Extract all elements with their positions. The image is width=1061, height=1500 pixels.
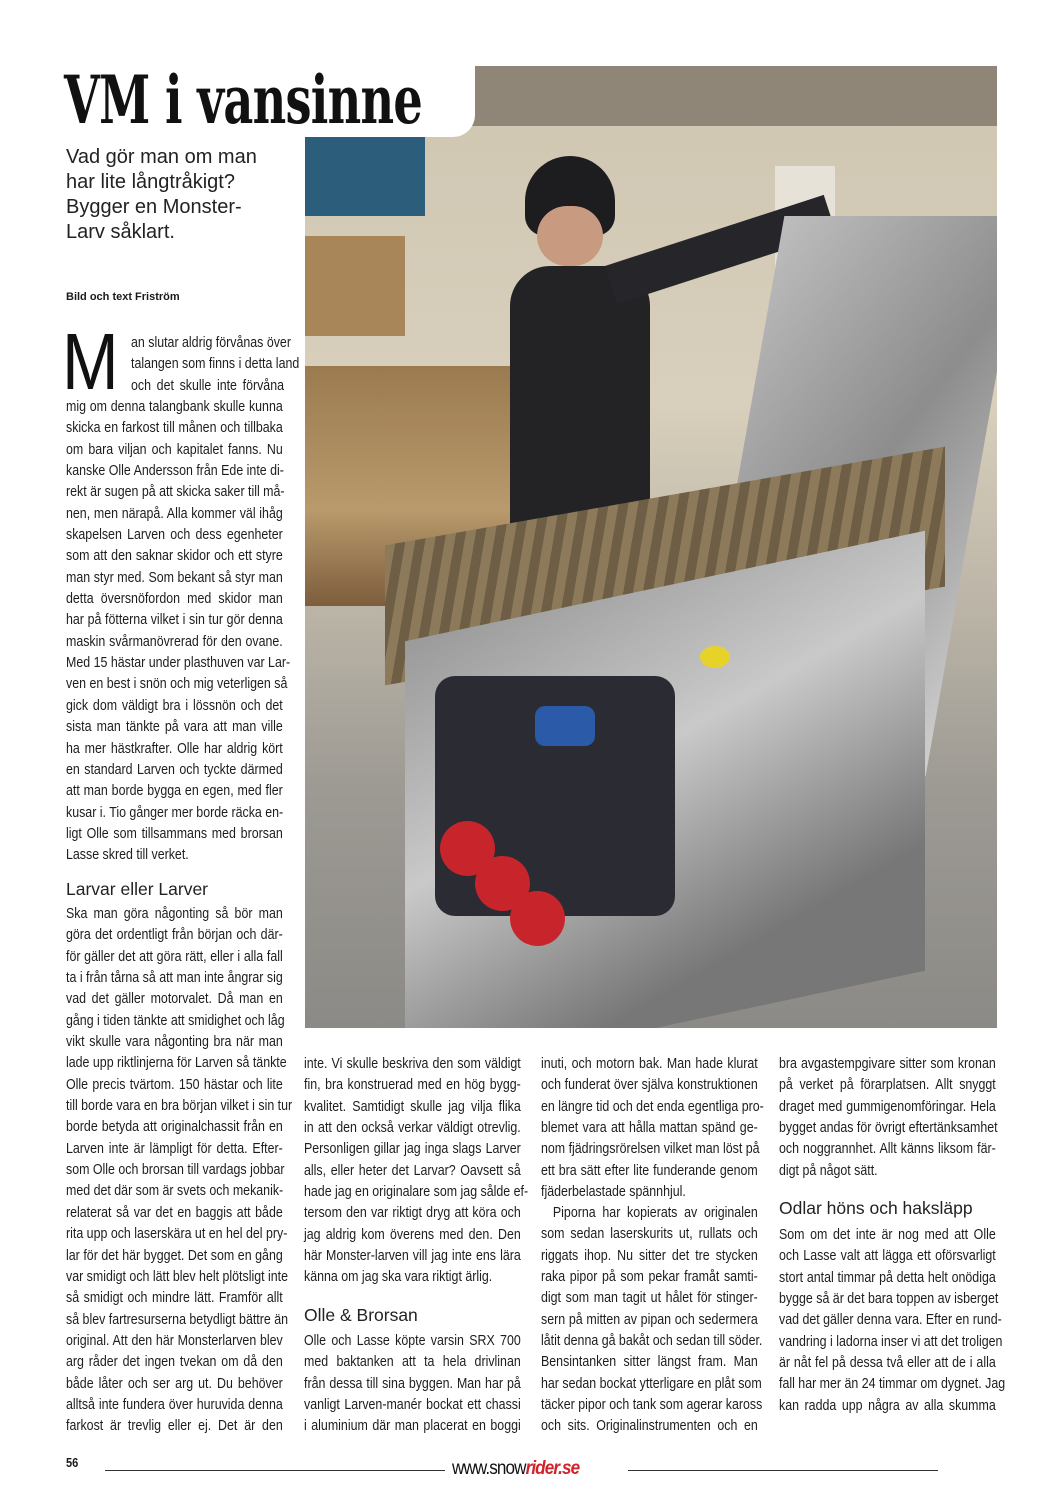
text-line: skicka en farkost till månen och tillbaka (66, 420, 283, 437)
text-line: som att den saknar skidor och ett styre (66, 548, 283, 565)
text-line: så blev fartresurserna betydligt bättre än (66, 1311, 289, 1328)
text-line: rita upp och laserskära ut en hel del pry- (66, 1226, 288, 1243)
text-line: tersom den var riktigt dryg att köra och (304, 1205, 521, 1222)
text-line: fall har mer än 24 timmar om dygnet. Jag (779, 1376, 1006, 1393)
text-line: ven en best i snön och mig veterligen så (66, 676, 288, 693)
text-line: alltså inte fundera över huruvida denna (66, 1396, 283, 1413)
text-line: arg råder det ingen tvekan om då den (66, 1354, 283, 1371)
text-line: ta i från tårna så att man inte ångrar sig (66, 970, 283, 987)
text-line: farkost är trevlig eller ej. Det är den (66, 1418, 283, 1435)
text-line: ett bra sätt efter lite funderande genom (541, 1162, 758, 1179)
text-line: man styr med. Som bekant så styr man (66, 569, 283, 586)
footer-rule-right (628, 1470, 938, 1471)
body-column-1 (66, 904, 293, 1438)
text-line: Ska man göra någonting så bör man (66, 906, 283, 922)
text-line: original. Att den här Monsterlarven blev (66, 1332, 283, 1349)
text-line: fin, bra konstruerad med en hög bygg- (304, 1077, 521, 1094)
text-line: med det där som är svets och mekanik- (66, 1183, 284, 1200)
text-line: riggats ihop. Nu sitter det tre stycken (541, 1247, 758, 1264)
text-line: nom fjädringsrörelsen vilket man löst på (541, 1141, 760, 1158)
text-line: känna om jag ska vara riktigt ärlig. (304, 1269, 493, 1286)
text-line: kvalitet. Samtidigt skulle jag vilja flika (304, 1098, 521, 1115)
text-line: bygget andas för övrigt eftertänksamhet (779, 1120, 998, 1137)
text-line: Olle precis tvärtom. 150 hästar och lite (66, 1076, 283, 1093)
text-line: talangen som finns i detta land (131, 356, 300, 373)
text-line: skapelsen Larven och dess egenheter (66, 527, 283, 544)
text-line: som Olle och brorsan till vardags jobbar (66, 1162, 285, 1179)
text-line: bra avgastempgivare sitter som kronan (779, 1056, 996, 1072)
body-column-3 (541, 1054, 764, 1203)
text-line: så smidigt och mindre lätt. Framför allt (66, 1290, 283, 1307)
text-line: Med 15 hästar under plasthuven var Lar- (66, 655, 291, 672)
text-line: blemet vara att hålla mattan spänd ge- (541, 1120, 758, 1137)
site-prefix: www.snow (452, 1458, 526, 1479)
text-line: Bensintanken sitter längst fram. Man (541, 1354, 758, 1371)
body-column-4b (779, 1225, 1006, 1417)
text-line: bygge så är det bara toppen av isberget (779, 1291, 999, 1308)
text-line: som sedan laserskurits ut, rullats och (541, 1226, 758, 1243)
text-line: raka pipor på som pekar framåt samti- (541, 1269, 758, 1286)
text-line: vandring i ladorna inser vi att det troligen (779, 1333, 1003, 1350)
text-line: och funderat över själva konstruktionen (541, 1077, 758, 1094)
text-line: vikt skulle vara någonting bra när man (66, 1034, 283, 1051)
text-line: stort antal timmar på detta helt onödiga (779, 1269, 996, 1286)
deck-line: har lite långtråkigt? (66, 171, 235, 193)
text-line: till borde vara en bra början vilket i sin tur (66, 1098, 293, 1115)
text-line: kanske Olle Andersson från Ede inte di- (66, 463, 284, 480)
deck-line: Larv såklart. (66, 221, 175, 243)
text-line: sern på mitten av pipan och sedermera (541, 1311, 758, 1328)
text-line: och sits. Originalinstrumenten och en (541, 1418, 758, 1435)
text-line: har sedan bockat ytterligare en plåt som (541, 1375, 762, 1392)
text-line: en längre tid och det enda egentliga pro- (541, 1098, 764, 1115)
intro-cap-lines (131, 333, 300, 397)
text-line: på verket på förarplatsen. Allt snyggt (779, 1077, 996, 1094)
text-line: Som om det inte är nog med att Olle (779, 1227, 996, 1243)
text-line: mig om denna talangbank skulle kunna (66, 399, 283, 415)
text-line: med baktanken att ta hela drivlinan (304, 1354, 521, 1371)
text-line: om bara viljan och kapitalet fanns. Nu (66, 441, 283, 458)
text-line: låtit denna gå bakåt och sedan till söder. (541, 1333, 763, 1350)
text-line: ligt Olle som tillsammans med brorsan (66, 825, 283, 842)
body-column-3b (541, 1203, 763, 1438)
text-line: sista man tänkte på vara att man ville (66, 719, 283, 736)
article-photo (305, 66, 997, 1028)
intro-paragraph (66, 397, 291, 867)
text-line: digt på något sätt. (779, 1162, 878, 1179)
text-line: Olle och Lasse köpte varsin SRX 700 (304, 1333, 521, 1349)
text-line: göra det ordentligt från början och där- (66, 927, 283, 944)
text-line: alls, eller heter det Larvar? Oavsett så (304, 1162, 521, 1179)
text-line: vanligt Larven-manér bockat ett chassi (304, 1397, 521, 1414)
text-line: fjäderbelastade spännhjul. (541, 1184, 686, 1201)
text-line: Larven inte är lämpligt för detta. Efter- (66, 1140, 283, 1157)
text-line: maskin svårmanövrerad för den ovane. (66, 633, 283, 650)
article-deck (66, 145, 296, 245)
drop-cap: M (62, 317, 119, 406)
text-line: lar för det här bygget. Det som en gång (66, 1247, 283, 1264)
body-column-4 (779, 1054, 996, 1182)
text-line: gick dom väldigt bra i lössnön och det (66, 697, 283, 714)
section-heading: Larvar eller Larver (66, 879, 208, 899)
text-line: och Lasse valt att lägga ett oförsvarligt (779, 1248, 996, 1265)
byline: Bild och text Friström (66, 291, 180, 303)
text-line: och noggrannhet. Allt känns liksom fär- (779, 1141, 996, 1158)
section-heading: Odlar höns och haksläpp (779, 1198, 973, 1218)
page-number: 56 (66, 1455, 79, 1470)
text-line: relaterat så var det en baggis att både (66, 1204, 283, 1221)
text-line: i aluminium där man placerat en boggi (304, 1418, 521, 1435)
footer-rule-left (105, 1470, 445, 1471)
text-line: borde betyda att originalchassit från en (66, 1119, 283, 1136)
text-line: här Monster-larven vill jag inte ens lära (304, 1248, 521, 1265)
text-line: var smidigt och lätt blev helt plötsligt inte (66, 1268, 289, 1285)
text-line: Piporna har kopierats av originalen (552, 1205, 758, 1221)
text-line: vad det gäller denna vara. Efter en rund- (779, 1312, 1002, 1329)
body-column-2b (304, 1331, 521, 1438)
text-line: och det skulle inte förvåna (131, 377, 284, 394)
text-line: att man borde bygga en egen, med fler (66, 783, 283, 800)
text-line: för gäller det att göra rätt, eller i alla fall (66, 948, 283, 965)
text-line: inte. Vi skulle beskriva den som väldigt (304, 1056, 521, 1072)
text-line: inuti, och motorn bak. Man hade klurat (541, 1056, 758, 1072)
text-line: digt som man tagit ut hålet för stinger- (541, 1290, 758, 1307)
text-line: hade jag en originalare som jag sålde ef- (304, 1184, 529, 1201)
text-line: Personligen gillar jag inga slags Larver (304, 1141, 521, 1158)
site-brand: rider.se (525, 1458, 580, 1479)
text-line: rekt är sugen på att skicka saker till må- (66, 484, 285, 501)
deck-line: Vad gör man om man (66, 146, 257, 168)
text-line: har på fötterna vilket i sin tur gör denna (66, 612, 283, 629)
section-heading: Olle & Brorsan (304, 1305, 418, 1325)
text-line: draget med gummigenomföringar. Hela (779, 1098, 996, 1115)
text-line: är nåt fel på dessa två eller att de i alla (779, 1355, 996, 1372)
text-line: an slutar aldrig förvånas över (131, 335, 291, 351)
text-line: jag aldrig kom överens med den. Den (304, 1226, 521, 1243)
text-line: kan radda upp några av alla skumma (779, 1397, 996, 1414)
text-line: lade upp riktlinjerna för Larven så tänkte (66, 1055, 287, 1072)
text-line: täcker pipor och tank som agerar kaross (541, 1397, 763, 1414)
text-line: in att den också verkar väldigt otrevlig. (304, 1120, 521, 1137)
text-line: nen, men närapå. Alla kommer väl ihåg (66, 505, 283, 522)
article-title: VM i vansinne (64, 61, 423, 139)
site-url[interactable] (452, 1458, 579, 1480)
text-line: en standard Larven och tyckte därmed (66, 761, 283, 778)
text-line: Lasse skred till verket. (66, 847, 189, 864)
text-line: vad det gäller motorvalet. Då man en (66, 991, 283, 1008)
text-line: från dessa till sina byggen. Man har på (304, 1375, 521, 1392)
text-line: gång i tiden tänkte att smidighet och låg (66, 1012, 285, 1029)
text-line: ha mer hästkrafter. Olle har aldrig kört (66, 740, 283, 757)
deck-line: Bygger en Monster- (66, 196, 242, 218)
body-column-2 (304, 1054, 529, 1289)
text-line: både låter och ser arg ut. Du behöver (66, 1375, 283, 1392)
text-line: kusar i. Tio gånger mer borde räcka en- (66, 804, 284, 821)
text-line: detta översnöfordon med skidor man (66, 591, 283, 608)
